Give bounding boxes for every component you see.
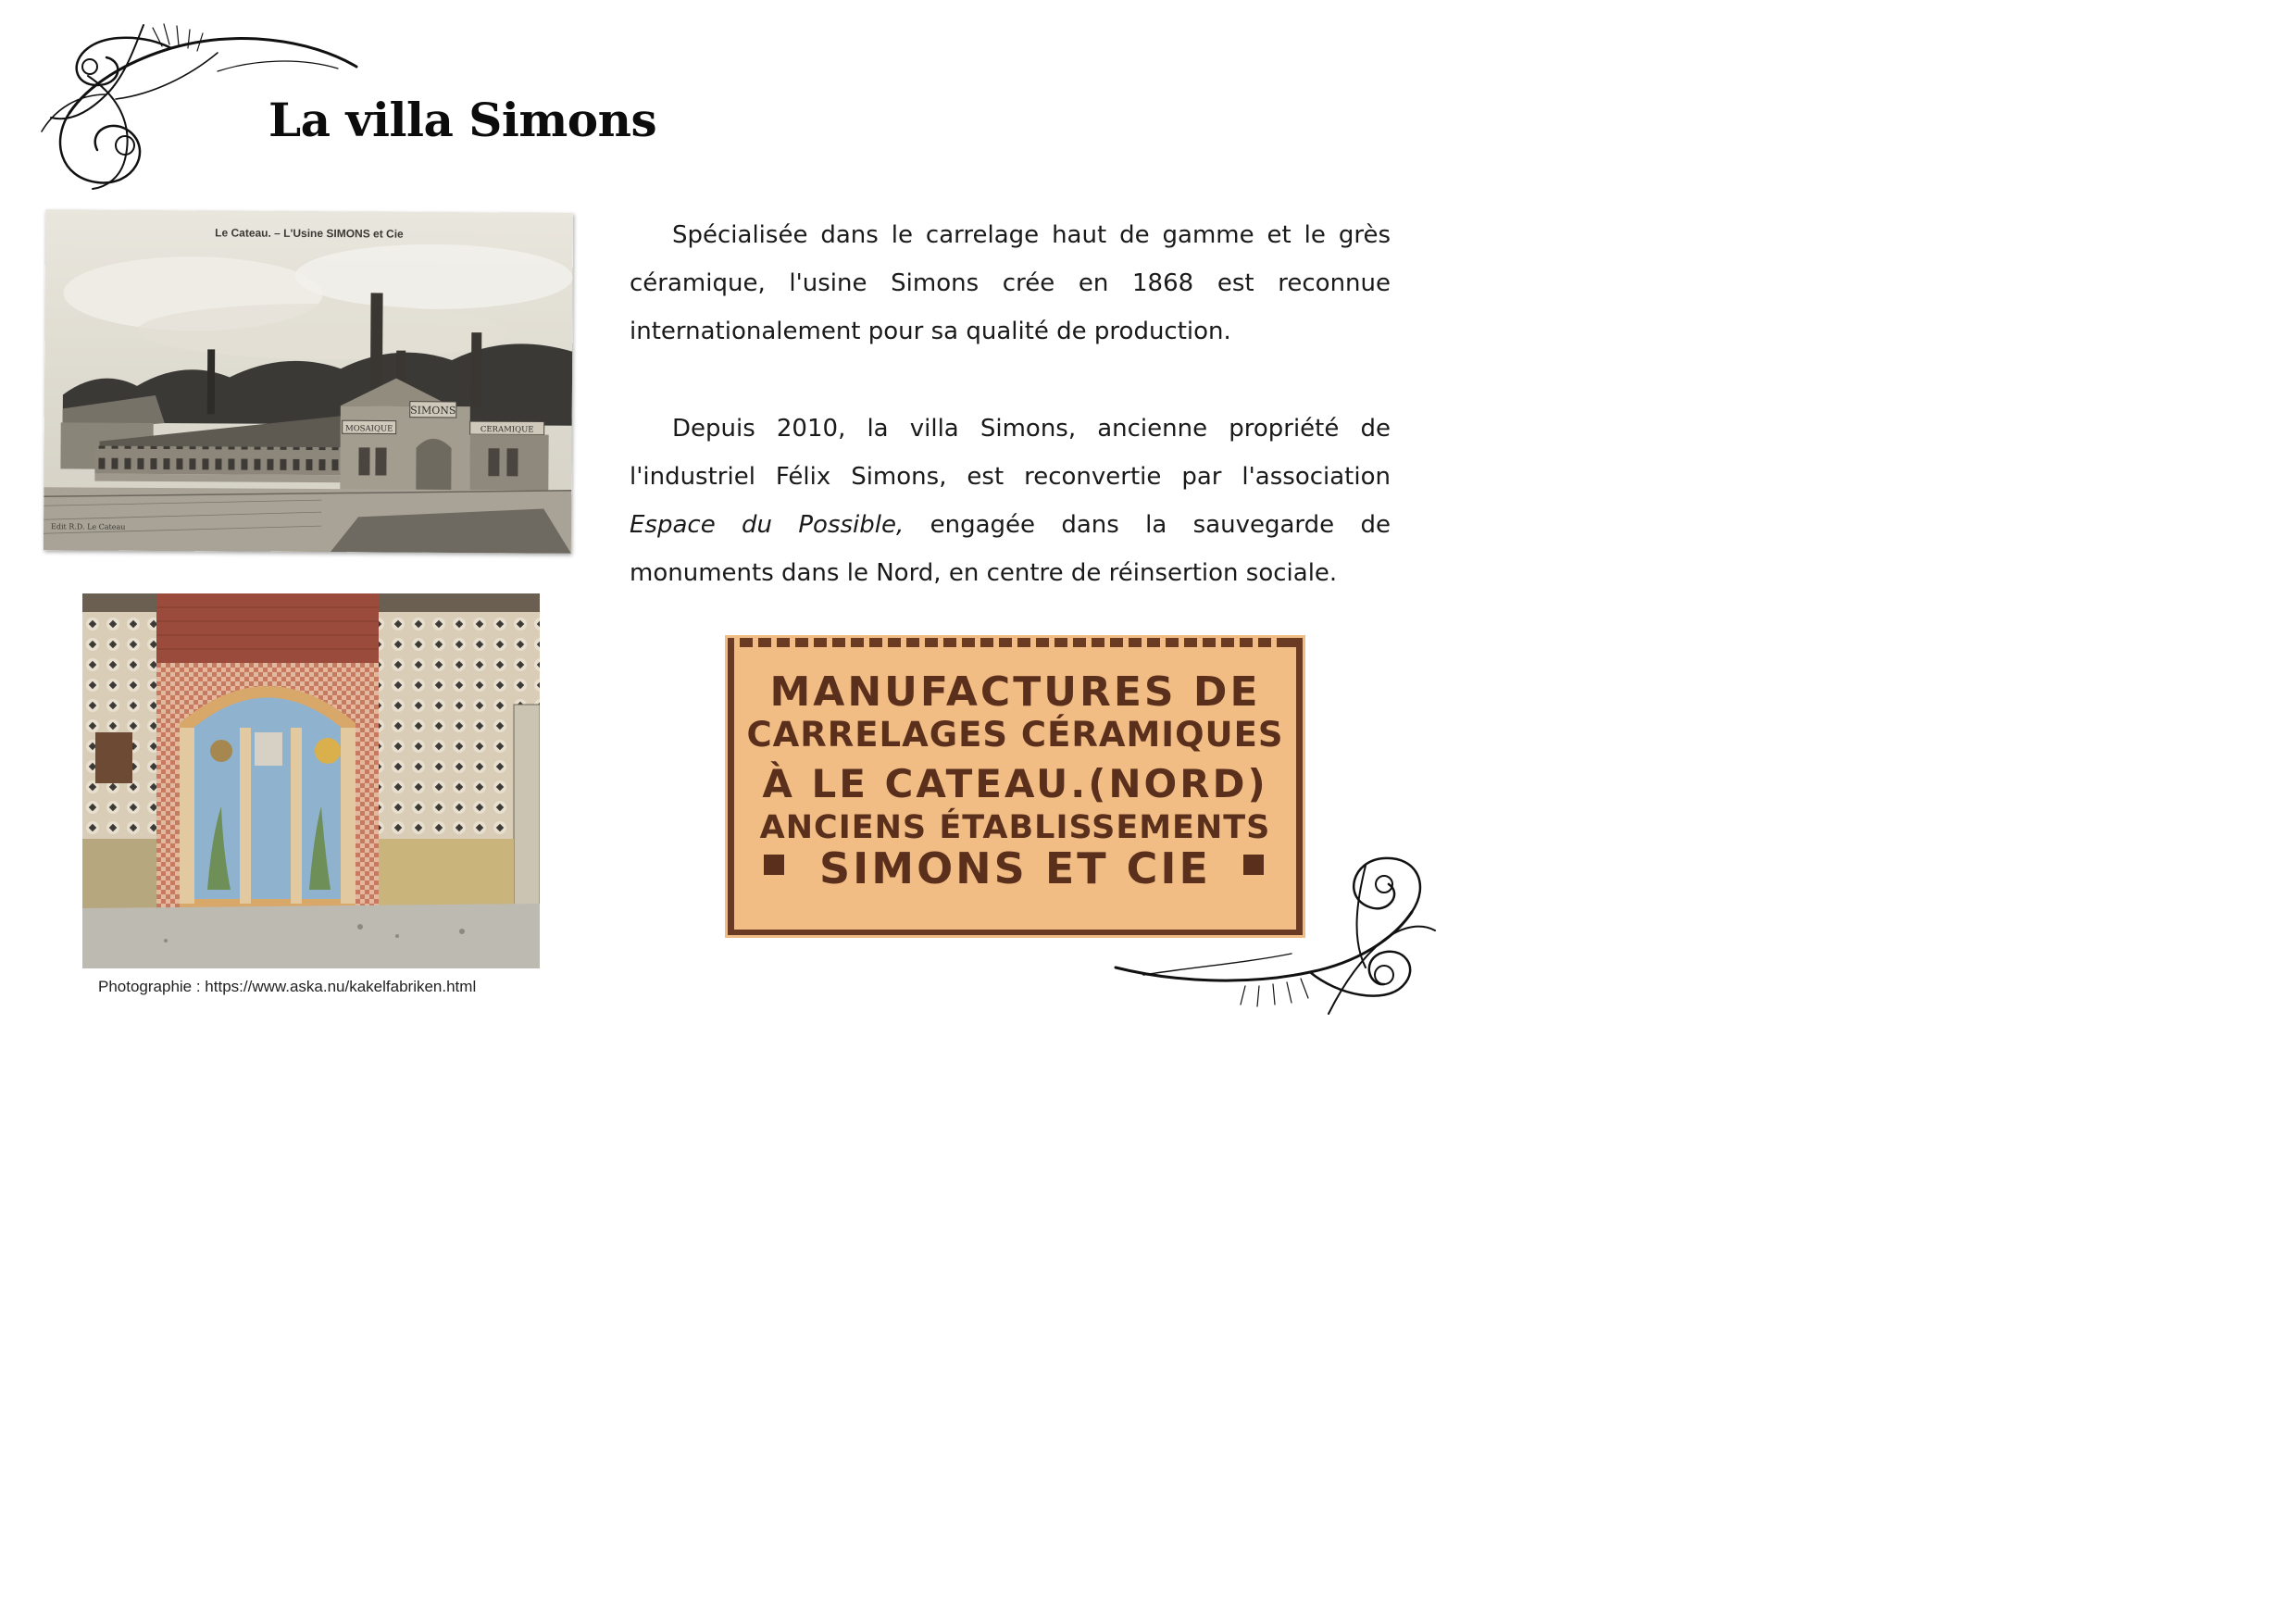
photo-credit: Photographie : https://www.aska.nu/kakelfabriken.html — [98, 978, 477, 995]
postcard-caption: Le Cateau. – L'Usine SIMONS et Cie — [215, 226, 404, 241]
advert-line-5: SIMONS ET CIE — [819, 843, 1211, 893]
history-text-start: Depuis 2010, la villa Simons, ancienne propriété de l'industriel Félix Simons, est reconvertie par l'association — [630, 415, 1391, 491]
history-text-end: engagée dans la sauvegarde de monuments dans le Nord, en centre de réinsertion sociale. — [630, 511, 1391, 587]
postcard-left-sign: MOSAIQUE — [344, 424, 393, 434]
advert-line-3: À LE CATEAU.(NORD) — [762, 761, 1268, 806]
association-name: Espace du Possible, — [630, 511, 905, 539]
postcard-right-sign: CERAMIQUE — [480, 425, 534, 435]
factory-postcard — [44, 209, 573, 553]
postcard-facade-sign: SIMONS — [410, 404, 456, 417]
intro-paragraph: Spécialisée dans le carrelage haut de gamme et le grès céramique, l'usine Simons crée en 1868 est reconnue internationalement pour sa qualité de production. — [630, 221, 1391, 345]
advert-line-2: CARRELAGES CÉRAMIQUES — [746, 715, 1284, 755]
advert-line-1: MANUFACTURES DE — [769, 668, 1261, 716]
decorative-flourish-bottom-right — [1106, 847, 1441, 1018]
villa-interior-photo — [82, 593, 540, 968]
advert-line-4: ANCIENS ÉTABLISSEMENTS — [759, 809, 1271, 846]
history-paragraph — [630, 405, 1391, 597]
postcard-publisher: Edit R.D. Le Cateau — [51, 522, 126, 531]
page-title: La villa Simons — [268, 93, 657, 147]
